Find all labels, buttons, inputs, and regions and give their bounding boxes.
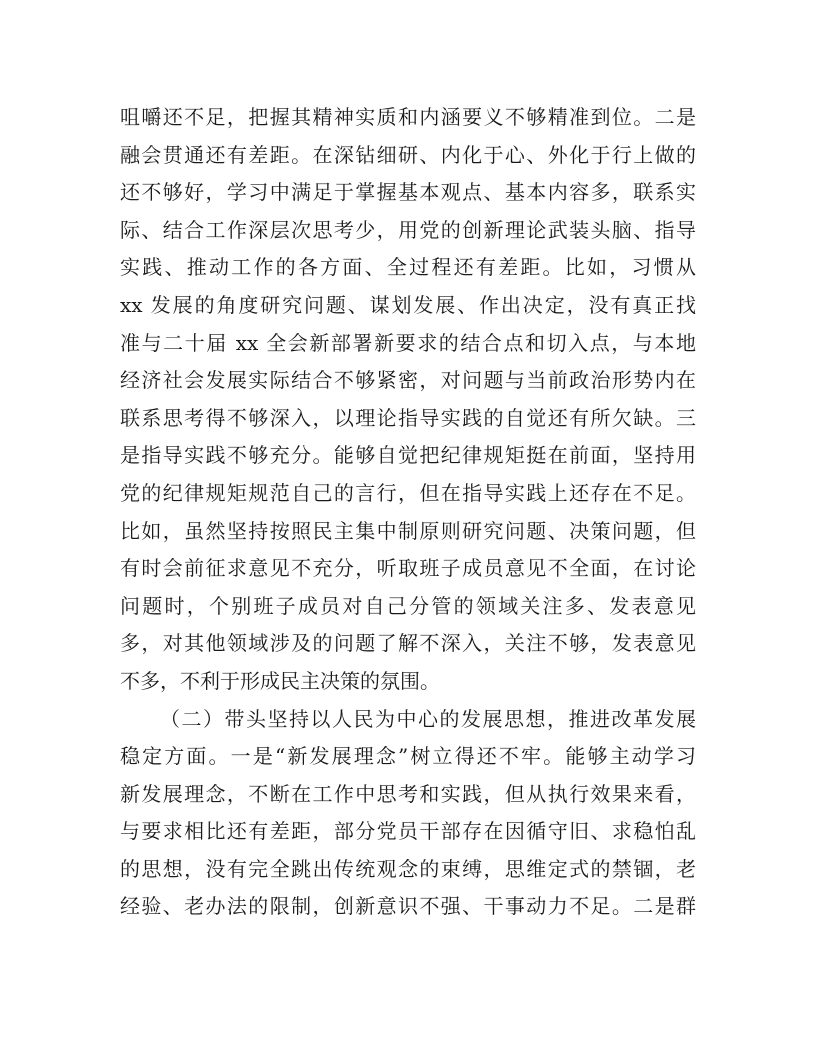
text-line: xx 发展的角度研究问题、谋划发展、作出决定，没有真正找 xyxy=(120,292,696,317)
text-line: 比如，虽然坚持按照民主集中制原则研究问题、决策问题，但 xyxy=(120,518,696,543)
text-line: 联系思考得不够深入，以理论指导实践的自觉还有所欠缺。三 xyxy=(120,405,696,430)
text-line: 际、结合工作深层次思考少，用党的创新理论武装头脑、指导 xyxy=(120,217,696,242)
text-line: 咀嚼还不足，把握其精神实质和内涵要义不够精准到位。二是 xyxy=(120,105,696,129)
text-line: 还不够好，学习中满足于掌握基本观点、基本内容多，联系实 xyxy=(120,180,696,205)
paragraph-2 xyxy=(120,701,696,927)
text-line: 融会贯通还有差距。在深钻细研、内化于心、外化于行上做的 xyxy=(120,142,696,167)
text-line: （二）带头坚持以人民为中心的发展思想，推进改革发展 xyxy=(160,706,696,731)
text-line: 是指导实践不够充分。能够自觉把纪律规矩挺在前面，坚持用 xyxy=(120,443,696,468)
text-line: 准与二十届 xx 全会新部署新要求的结合点和切入点，与本地 xyxy=(120,330,696,355)
text-line: 不多，不利于形成民主决策的氛围。 xyxy=(120,668,440,693)
text-line: 党的纪律规矩规范自己的言行，但在指导实践上还存在不足。 xyxy=(120,480,696,505)
text-line: 有时会前征求意见不充分，听取班子成员意见不全面，在讨论 xyxy=(120,556,696,581)
text-line: 经济社会发展实际结合不够紧密，对问题与当前政治形势内在 xyxy=(120,368,696,393)
paragraph-1 xyxy=(120,99,696,701)
text-line: 多，对其他领域涉及的问题了解不深入，关注不够，发表意见 xyxy=(120,631,696,656)
text-line: 与要求相比还有差距，部分党员干部存在因循守旧、求稳怕乱 xyxy=(120,819,696,844)
body-text xyxy=(120,99,696,926)
text-line: 的思想，没有完全跳出传统观念的束缚，思维定式的禁锢，老 xyxy=(120,856,696,881)
text-line: 实践、推动工作的各方面、全过程还有差距。比如，习惯从 xyxy=(120,255,696,280)
text-line: 问题时，个别班子成员对自己分管的领域关注多、发表意见 xyxy=(120,593,696,618)
text-line: 经验、老办法的限制，创新意识不强、干事动力不足。二是群 xyxy=(120,894,696,919)
text-line: 新发展理念，不断在工作中思考和实践，但从执行效果来看， xyxy=(120,781,696,806)
text-line: 稳定方面。一是“新发展理念”树立得还不牢。能够主动学习 xyxy=(120,744,696,769)
